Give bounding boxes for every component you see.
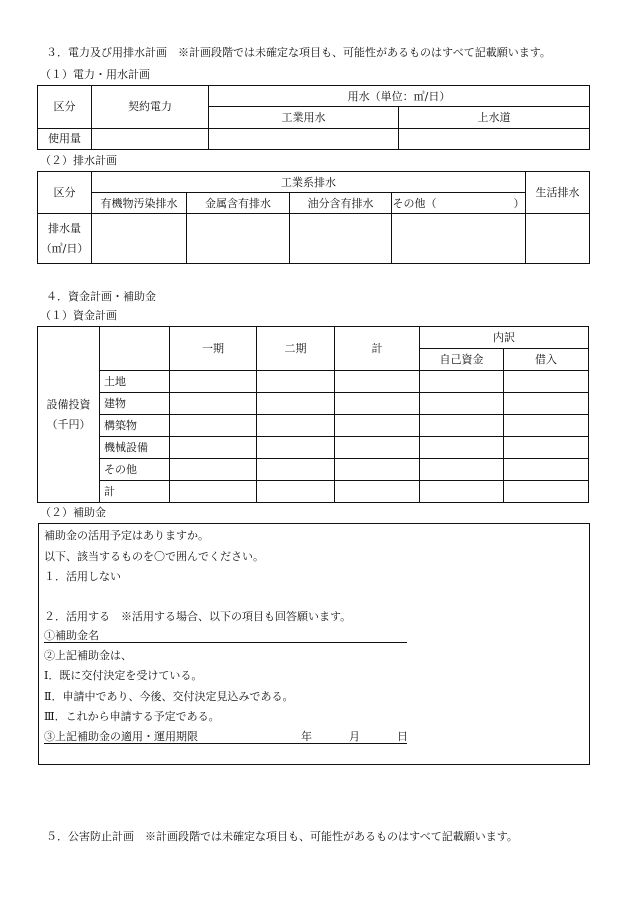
deadline-label: ③上記補助金の適用・運用期限 [44,730,198,743]
capex-label: 設備投資 [46,397,91,411]
row-label: 建物 [100,393,170,415]
col-other: その他（ ） [392,193,526,214]
row-label: 機械設備 [100,437,170,459]
power-water-subheading: （１）電力・用水計画 [40,68,150,81]
drainage-subheading: （２）排水計画 [40,154,117,167]
status-option-3[interactable]: Ⅲ．これから申請する予定である。 [44,710,220,723]
subsidy-subheading: （２）補助金 [40,506,106,519]
table-row [38,437,589,459]
drain-oil-cell[interactable] [290,214,392,264]
table-row [38,481,589,503]
subsidy-name-field[interactable] [44,642,407,643]
power-water-table [37,85,590,150]
row-drain-amount-label: 排水量 [48,221,81,235]
cell[interactable] [504,371,589,393]
row-drain-amount-unit: （㎥/日） [40,241,89,255]
col-organic: 有機物汚染排水 [92,193,187,214]
cell[interactable] [420,415,504,437]
capex-unit: （千円） [46,417,91,431]
table-row [38,415,589,437]
subsidy-instruction: 以下、該当するものを〇で囲んでください。 [44,550,264,563]
cell[interactable] [170,481,257,503]
cell[interactable] [335,371,420,393]
col-loan: 借入 [504,349,589,371]
col-total: 計 [335,327,420,371]
cell[interactable] [170,393,257,415]
row-label: 構築物 [100,415,170,437]
col-phase2: 二期 [257,327,335,371]
section4-heading: ４．資金計画・補助金 [46,290,156,303]
deadline-year: 年 [301,730,312,743]
col-breakdown: 内訳 [420,327,589,349]
usage-contract-cell[interactable] [92,128,209,149]
cell[interactable] [257,481,335,503]
funds-subheading: （１）資金計画 [40,309,117,322]
cell[interactable] [335,459,420,481]
drain-domestic-cell[interactable] [526,214,590,264]
cell[interactable] [257,415,335,437]
col-metal: 金属含有排水 [187,193,290,214]
drain-organic-cell[interactable] [92,214,187,264]
funds-corner [100,327,170,371]
col-phase1: 一期 [170,327,257,371]
row-drain-amount [38,214,92,264]
subsidy-status-label: ②上記補助金は、 [44,649,132,662]
cell[interactable] [504,459,589,481]
subsidy-question: 補助金の活用予定はありますか。 [44,529,209,542]
cell[interactable] [335,437,420,459]
col-oil: 油分含有排水 [290,193,392,214]
table-row [38,393,589,415]
cell[interactable] [504,415,589,437]
cell[interactable] [504,437,589,459]
cell[interactable] [257,459,335,481]
option-not-use[interactable]: １．活用しない [44,570,121,583]
drain-col-kubun: 区分 [38,172,92,214]
cell[interactable] [170,415,257,437]
section5-heading: ５．公害防止計画 ※計画段階では未確定な項目も、可能性があるものはすべて記載願います。 [46,830,518,843]
cell[interactable] [257,393,335,415]
drain-metal-cell[interactable] [187,214,290,264]
cell[interactable] [504,393,589,415]
status-option-1[interactable]: Ⅰ．既に交付決定を受けている。 [44,669,203,682]
cell[interactable] [420,371,504,393]
status-option-2[interactable]: Ⅱ．申請中であり、今後、交付決定見込みである。 [44,690,294,703]
deadline-month: 月 [349,730,360,743]
col-water: 用水（単位：㎥/日） [209,86,590,107]
drain-other-cell[interactable] [392,214,526,264]
table-row [38,459,589,481]
col-industrial-drainage: 工業系排水 [92,172,526,193]
usage-city-cell[interactable] [399,128,590,149]
cell[interactable] [420,459,504,481]
col-industrial-water: 工業用水 [209,107,399,128]
cell[interactable] [335,481,420,503]
cell[interactable] [335,393,420,415]
col-kubun: 区分 [38,86,92,129]
col-city-water: 上水道 [399,107,590,128]
cell[interactable] [257,437,335,459]
row-label: その他 [100,459,170,481]
cell[interactable] [257,371,335,393]
col-domestic-drainage: 生活排水 [526,172,590,214]
cell[interactable] [170,437,257,459]
deadline-day: 日 [397,730,408,743]
funds-table [37,326,589,503]
option-use[interactable]: ２．活用する ※活用する場合、以下の項目も回答願います。 [44,610,352,623]
col-contract-power: 契約電力 [92,86,209,129]
table-row [38,371,589,393]
row-label: 計 [100,481,170,503]
cell[interactable] [420,481,504,503]
row-usage: 使用量 [38,128,92,149]
cell[interactable] [420,437,504,459]
row-label: 土地 [100,371,170,393]
drainage-table [37,171,590,264]
subsidy-box [38,523,590,765]
cell[interactable] [420,393,504,415]
cell[interactable] [170,371,257,393]
subsidy-name-label: ①補助金名 [44,629,99,642]
section3-heading: ３．電力及び用排水計画 ※計画段階では未確定な項目も、可能性があるものはすべて記載願います。 [46,46,551,59]
col-own-funds: 自己資金 [420,349,504,371]
cell[interactable] [335,415,420,437]
capex-group [38,327,100,503]
usage-industrial-cell[interactable] [209,128,399,149]
cell[interactable] [504,481,589,503]
cell[interactable] [170,459,257,481]
